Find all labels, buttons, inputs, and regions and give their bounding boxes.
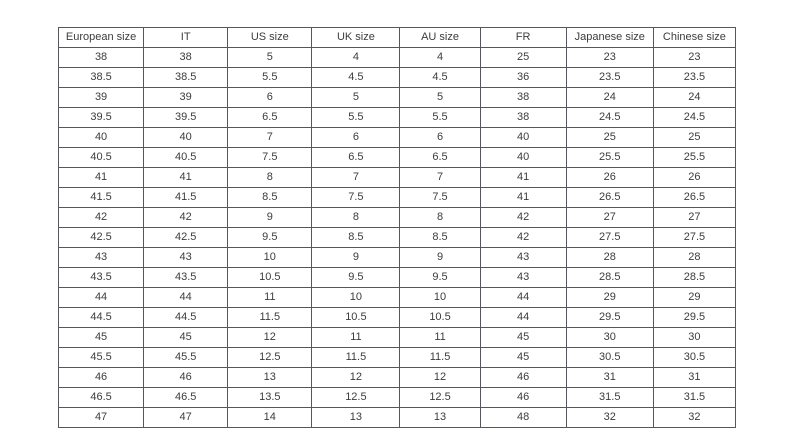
table-cell: 5 [400,88,480,108]
table-cell: 10 [312,288,400,308]
table-cell: 44 [480,288,566,308]
column-header-au-size: AU size [400,28,480,48]
table-cell: 10.5 [228,268,312,288]
table-cell: 44 [480,308,566,328]
table-cell: 6 [312,128,400,148]
table-row [59,268,736,288]
table-cell: 27 [653,208,735,228]
table-cell: 25.5 [566,148,653,168]
table-cell: 24 [653,88,735,108]
table-cell: 46.5 [59,388,144,408]
table-cell: 44 [59,288,144,308]
table-cell: 11.5 [400,348,480,368]
table-cell: 47 [59,408,144,428]
table-cell: 40 [480,148,566,168]
column-header-japanese-size: Japanese size [566,28,653,48]
table-cell: 38 [480,88,566,108]
table-header-row [59,28,736,48]
table-cell: 7 [228,128,312,148]
table-cell: 13 [312,408,400,428]
table-cell: 40.5 [59,148,144,168]
table-cell: 30 [566,328,653,348]
table-row [59,188,736,208]
table-cell: 30 [653,328,735,348]
table-cell: 40 [480,128,566,148]
table-cell: 5.5 [400,108,480,128]
table-cell: 43 [480,248,566,268]
table-cell: 7.5 [312,188,400,208]
table-row [59,68,736,88]
table-cell: 42 [480,208,566,228]
table-cell: 7.5 [400,188,480,208]
table-row [59,48,736,68]
table-cell: 39 [59,88,144,108]
table-header [59,28,736,48]
table-cell: 9 [228,208,312,228]
table-cell: 7 [312,168,400,188]
table-cell: 11.5 [312,348,400,368]
table-cell: 42 [480,228,566,248]
column-header-uk-size: UK size [312,28,400,48]
table-body [59,48,736,428]
table-cell: 23 [653,48,735,68]
table-cell: 5 [228,48,312,68]
table-cell: 41 [144,168,228,188]
page [0,27,794,444]
table-cell: 43 [59,248,144,268]
table-cell: 8.5 [312,228,400,248]
table-row [59,348,736,368]
table-cell: 41 [59,168,144,188]
table-row [59,408,736,428]
table-cell: 47 [144,408,228,428]
table-row [59,368,736,388]
table-cell: 44.5 [59,308,144,328]
table-cell: 11 [312,328,400,348]
table-cell: 8 [400,208,480,228]
table-cell: 11 [228,288,312,308]
table-cell: 12.5 [312,388,400,408]
table-cell: 26.5 [653,188,735,208]
table-cell: 4 [312,48,400,68]
table-cell: 29.5 [653,308,735,328]
table-cell: 10.5 [312,308,400,328]
table-cell: 45.5 [59,348,144,368]
table-cell: 4 [400,48,480,68]
table-cell: 42 [59,208,144,228]
column-header-us-size: US size [228,28,312,48]
table-cell: 8 [228,168,312,188]
table-cell: 46.5 [144,388,228,408]
table-cell: 30.5 [653,348,735,368]
table-cell: 28.5 [653,268,735,288]
table-cell: 32 [653,408,735,428]
table-cell: 45 [59,328,144,348]
table-cell: 38 [144,48,228,68]
table-cell: 6.5 [312,148,400,168]
table-row [59,248,736,268]
table-cell: 46 [480,368,566,388]
table-cell: 7 [400,168,480,188]
table-cell: 27 [566,208,653,228]
table-cell: 13.5 [228,388,312,408]
table-cell: 45 [144,328,228,348]
table-cell: 25.5 [653,148,735,168]
column-header-chinese-size: Chinese size [653,28,735,48]
table-cell: 12 [400,368,480,388]
table-cell: 46 [59,368,144,388]
table-cell: 13 [228,368,312,388]
table-cell: 8.5 [400,228,480,248]
table-cell: 23 [566,48,653,68]
table-cell: 24.5 [566,108,653,128]
table-cell: 9 [312,248,400,268]
table-cell: 44 [144,288,228,308]
table-cell: 41 [480,168,566,188]
table-cell: 10 [228,248,312,268]
table-cell: 44.5 [144,308,228,328]
table-cell: 39.5 [144,108,228,128]
table-cell: 25 [653,128,735,148]
table-cell: 28 [566,248,653,268]
table-cell: 29.5 [566,308,653,328]
table-cell: 14 [228,408,312,428]
table-cell: 27.5 [653,228,735,248]
table-cell: 31.5 [653,388,735,408]
table-row [59,388,736,408]
table-cell: 26 [653,168,735,188]
table-cell: 9.5 [228,228,312,248]
table-row [59,108,736,128]
table-cell: 13 [400,408,480,428]
table-cell: 5 [312,88,400,108]
table-cell: 43.5 [144,268,228,288]
table-cell: 45 [480,328,566,348]
table-cell: 25 [480,48,566,68]
table-cell: 26.5 [566,188,653,208]
table-cell: 41 [480,188,566,208]
table-cell: 45 [480,348,566,368]
table-cell: 5.5 [312,108,400,128]
table-cell: 29 [653,288,735,308]
table-cell: 40 [144,128,228,148]
table-cell: 42 [144,208,228,228]
table-cell: 28 [653,248,735,268]
table-cell: 12.5 [400,388,480,408]
table-row [59,148,736,168]
table-cell: 41.5 [144,188,228,208]
table-cell: 24 [566,88,653,108]
table-cell: 25 [566,128,653,148]
table-row [59,228,736,248]
table-cell: 38.5 [144,68,228,88]
table-cell: 23.5 [653,68,735,88]
table-cell: 40 [59,128,144,148]
table-cell: 43 [144,248,228,268]
table-cell: 9.5 [312,268,400,288]
table-row [59,88,736,108]
table-cell: 32 [566,408,653,428]
table-cell: 23.5 [566,68,653,88]
table-cell: 9.5 [400,268,480,288]
table-cell: 10.5 [400,308,480,328]
column-header-fr: FR [480,28,566,48]
table-cell: 45.5 [144,348,228,368]
table-cell: 6 [228,88,312,108]
column-header-european-size: European size [59,28,144,48]
table-cell: 43 [480,268,566,288]
table-cell: 11 [400,328,480,348]
table-cell: 4.5 [400,68,480,88]
table-cell: 8 [312,208,400,228]
shoe-size-conversion-table [58,27,736,428]
table-cell: 28.5 [566,268,653,288]
table-cell: 43.5 [59,268,144,288]
table-cell: 5.5 [228,68,312,88]
table-cell: 12.5 [228,348,312,368]
table-cell: 38 [480,108,566,128]
table-cell: 46 [480,388,566,408]
table-cell: 40.5 [144,148,228,168]
table-cell: 11.5 [228,308,312,328]
table-cell: 26 [566,168,653,188]
table-cell: 4.5 [312,68,400,88]
table-cell: 31.5 [566,388,653,408]
table-cell: 10 [400,288,480,308]
table-cell: 42.5 [59,228,144,248]
table-row [59,308,736,328]
table-cell: 29 [566,288,653,308]
table-cell: 24.5 [653,108,735,128]
table-cell: 41.5 [59,188,144,208]
table-cell: 12 [312,368,400,388]
table-cell: 38 [59,48,144,68]
table-cell: 6.5 [400,148,480,168]
table-cell: 39.5 [59,108,144,128]
table-cell: 46 [144,368,228,388]
table-row [59,208,736,228]
table-cell: 31 [566,368,653,388]
table-cell: 38.5 [59,68,144,88]
column-header-it: IT [144,28,228,48]
table-cell: 42.5 [144,228,228,248]
table-cell: 31 [653,368,735,388]
table-cell: 7.5 [228,148,312,168]
table-row [59,128,736,148]
table-cell: 8.5 [228,188,312,208]
table-cell: 27.5 [566,228,653,248]
table-row [59,328,736,348]
table-cell: 48 [480,408,566,428]
table-cell: 6 [400,128,480,148]
table-cell: 30.5 [566,348,653,368]
table-cell: 36 [480,68,566,88]
table-row [59,168,736,188]
table-row [59,288,736,308]
table-cell: 6.5 [228,108,312,128]
table-cell: 39 [144,88,228,108]
table-cell: 12 [228,328,312,348]
table-cell: 9 [400,248,480,268]
